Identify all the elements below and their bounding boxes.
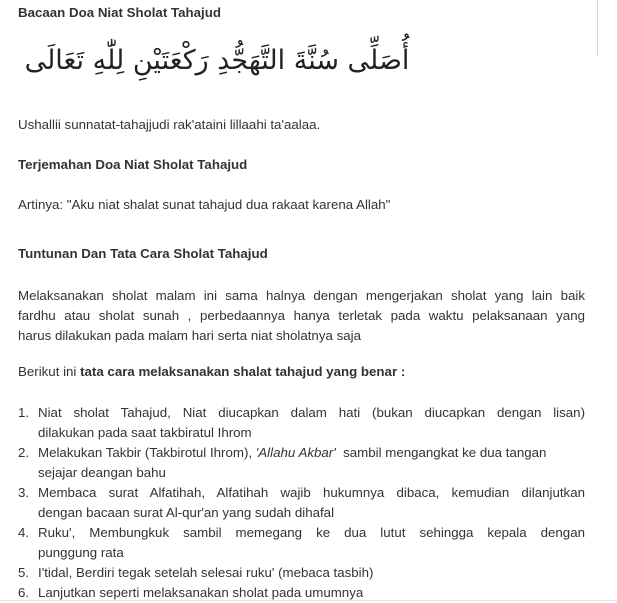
- step-text: sejajar deangan bahu: [38, 465, 166, 480]
- step-item-5: [18, 563, 585, 583]
- intro-line: harus dilakukan pada malam hari serta niat sholatnya saja: [18, 328, 361, 343]
- step-number: 4.: [18, 525, 30, 540]
- step-number: 5.: [18, 565, 30, 580]
- steps-lead-plain: Berikut ini: [18, 364, 81, 379]
- step-text-italic: 'Allahu Akbar': [255, 445, 336, 460]
- step-text: Niat sholat Tahajud, Niat diucapkan dalam hati (bukan diucapkan dengan lisan): [38, 405, 585, 420]
- intro-line: fardhu atau sholat sunah , perbedaannya hanya terletak pada waktu pelaksanaan yang: [18, 308, 585, 323]
- steps-lead-bold: tata cara melaksanakan shalat tahajud yang benar :: [80, 364, 406, 379]
- step-text: [38, 443, 585, 463]
- latin-transliteration: Ushallii sunnatat-tahajjudi rak'ataini lillaahi ta'aalaa.: [18, 117, 321, 132]
- step-number: 6.: [18, 585, 30, 600]
- intro-line: Melaksanakan sholat malam ini sama halnya dengan mengerjakan sholat yang lain baik: [18, 288, 585, 303]
- steps-list: [18, 403, 585, 603]
- step-text: Ruku', Membungkuk sambil memegang ke dua lutut sehingga kepala dengan: [38, 525, 585, 540]
- translation-heading: Terjemahan Doa Niat Sholat Tahajud: [18, 157, 248, 172]
- step-text: dilakukan pada saat takbiratul Ihrom: [38, 425, 252, 440]
- step-text: punggung rata: [38, 545, 124, 560]
- guide-heading: Tuntunan Dan Tata Cara Sholat Tahajud: [18, 246, 268, 261]
- translation-text: Artinya: "Aku niat shalat sunat tahajud dua rakaat karena Allah": [18, 197, 391, 212]
- step-text: I'tidal, Berdiri tegak setelah selesai ruku' (mebaca tasbih): [38, 565, 374, 580]
- arabic-niat-text: أُصَلِّى سُنَّةَ التَّهَجُّدِ رَكْعَتَيْنِ لِلّٰهِ تَعَالَى: [24, 45, 410, 76]
- step-item-2: [18, 443, 585, 483]
- intro-paragraph: [18, 286, 585, 346]
- step-number: 3.: [18, 485, 30, 500]
- step-number: 1.: [18, 405, 30, 420]
- step-text: Lanjutkan seperti melaksanakan sholat pada umumnya: [38, 585, 364, 600]
- steps-lead: [18, 364, 405, 379]
- step-text: Membaca surat Alfatihah, Alfatihah wajib hukumnya dibaca, kemudian dilanjutkan: [38, 485, 585, 500]
- step-item-3: [18, 483, 585, 523]
- step-text-part: sambil mengangkat ke dua tangan: [335, 445, 547, 460]
- step-text-part: Melakukan Takbir (Takbirotul Ihrom),: [38, 445, 256, 460]
- step-item-4: [18, 523, 585, 563]
- step-number: 2.: [18, 445, 30, 460]
- step-text: dengan bacaan surat Al-qur'an yang sudah dihafal: [38, 505, 335, 520]
- title-heading: Bacaan Doa Niat Sholat Tahajud: [18, 5, 221, 20]
- step-item-1: [18, 403, 585, 443]
- bottom-divider: [0, 600, 617, 601]
- vertical-divider: [597, 0, 598, 56]
